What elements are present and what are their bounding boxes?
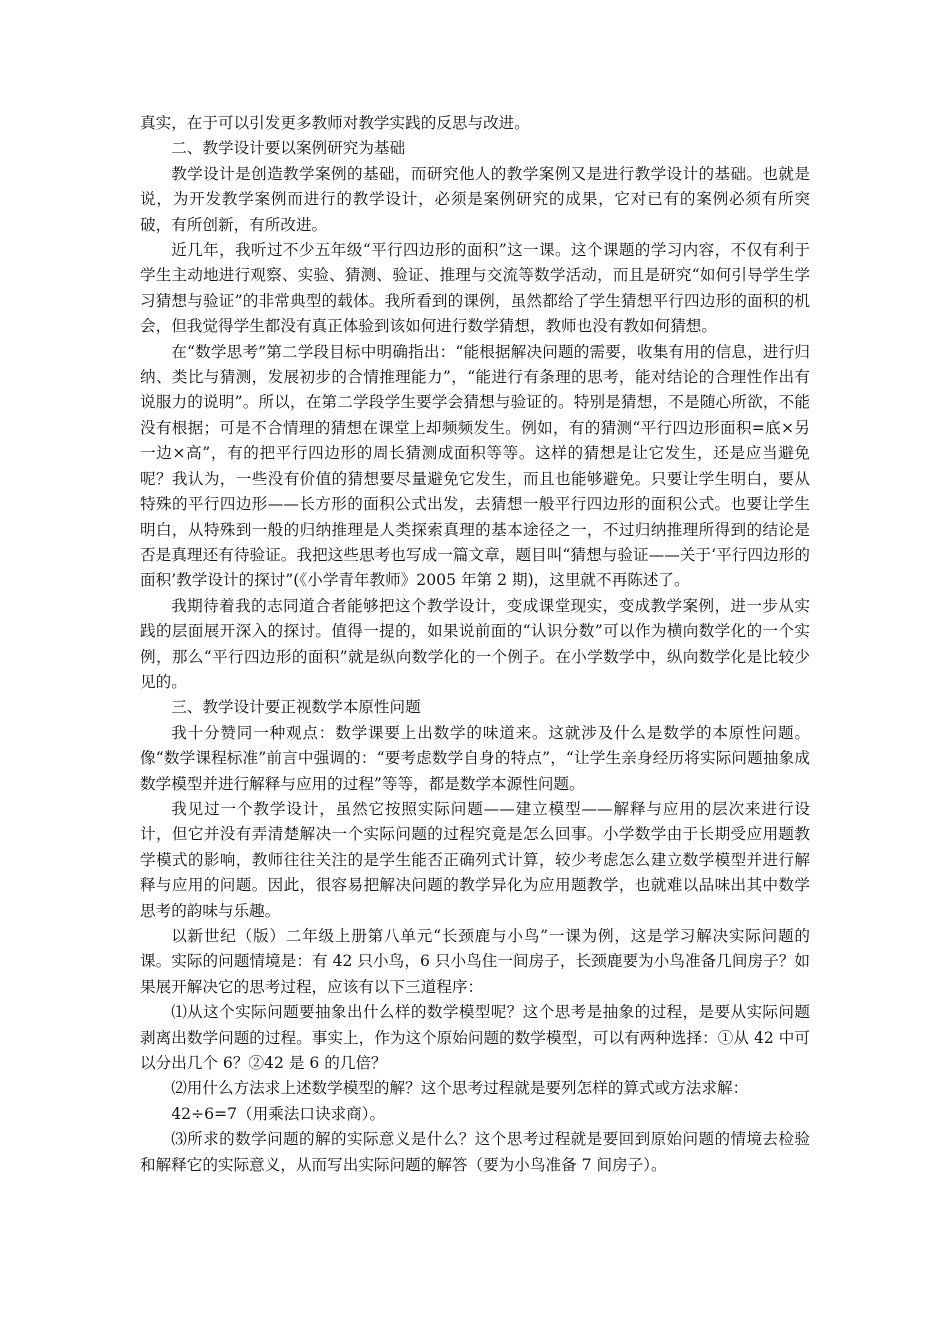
paragraph: 我期待着我的志同道合者能够把这个教学设计，变成课堂现实，变成教学案例，进一步从实践的层面展开深入的探讨。值得一提的，如果说前面的“认识分数”可以作为横向数学化的一个实例，那么“平行四边形的面积”就是纵向数学化的一个例子。在小学数学中，纵向数学化是比较少见的。 [140, 596, 810, 691]
paragraph: 我十分赞同一种观点：数学课要上出数学的味道来。这就涉及什么是数学的本原性问题。像“数学课程标准”前言中强调的：“要考虑数学自身的特点”，“让学生亲身经历将实际问题抽象成数学模型并进行解释与应用的过程”等等，都是数学本源性问题。 [140, 723, 810, 793]
paragraph-continuation: 真实，在于可以引发更多教师对教学实践的反思与改进。 [140, 114, 530, 132]
list-item-step-1: ⑴从这个实际问题要抽象出什么样的数学模型呢？这个思考是抽象的过程，是要从实际问题剥离出数学问题的过程。事实上，作为这个原始问题的数学模型，可以有两种选择：①从 42 中可以分出几个 6？②42 是 6 的几倍？ [140, 1003, 810, 1073]
paragraph: 我见过一个教学设计，虽然它按照实际问题——建立模型——解释与应用的层次来进行设计，但它并没有弄清楚解决一个实际问题的过程究竟是怎么回事。小学数学由于长期受应用题教学模式的影响，教师往往关注的是学生能否正确列式计算，较少考虑怎么建立数学模型并进行解释与应用的问题。因此，很容易把解决问题的教学异化为应用题教学，也就难以品味出其中数学思考的韵味与乐趣。 [140, 799, 810, 920]
section-heading-3: 三、教学设计要正视数学本原性问题 [171, 698, 421, 717]
paragraph: 在“数学思考”第二学段目标中明确指出：“能根据解决问题的需要，收集有用的信息，进行归纳、类比与猜测，发展初步的合情推理能力”，“能进行有条理的思考，能对结论的合理性作出有说服力的说明”。所以，在第二学段学生要学会猜想与验证的。特别是猜想，不是随心所欲，不能没有根据；可是不合情理的猜想在课堂上却频频发生。例如，有的猜测“平行四边形面积=底×另一边×高”，有的把平行四边形的周长猜测成面积等等。这样的猜想是让它发生，还是应当避免呢？我认为，一些没有价值的猜想要尽量避免它发生，而且也能够避免。只要让学生明白，要从特殊的平行四边形——长方形的面积公式出发，去猜想一般平行四边形的面积公式。也要让学生明白，从特殊到一般的归纳推理是人类探索真理的基本途径之一，不过归纳推理所得到的结论是否是真理还有待验证。我把这些思考也写成一篇文章，题目叫“猜想与验证——关于‘平行四边形的面积’教学设计的探讨”(《小学青年教师》2005 年第 2 期)，这里就不再陈述了。 [140, 342, 810, 590]
paragraph: 教学设计是创造教学案例的基础，而研究他人的教学案例又是进行教学设计的基础。也就是说，为开发教学案例而进行的教学设计，必须是案例研究的成果，它对已有的案例必须有所突破，有所创新，有所改进。 [140, 164, 810, 234]
equation-line: 42÷6=7（用乘法口诀求商）。 [171, 1104, 386, 1123]
paragraph: 以新世纪（版）二年级上册第八单元“长颈鹿与小鸟”一课为例，这是学习解决实际问题的课。实际的问题情境是：有 42 只小鸟，6 只小鸟住一间房子，长颈鹿要为小鸟准备几间房子？如果展开解决它的思考过程，应该有以下三道程序： [140, 927, 810, 996]
section-heading-2: 二、教学设计要以案例研究为基础 [171, 139, 406, 158]
document-body [140, 111, 810, 1178]
list-item-step-3: ⑶所求的数学问题的解的实际意义是什么？这个思考过程就是要回到原始问题的情境去检验和解释它的实际意义，从而写出实际问题的解答（要为小鸟准备 7 间房子）。 [140, 1130, 810, 1174]
paragraph: 近几年，我听过不少五年级“平行四边形的面积”这一课。这个课题的学习内容，不仅有利于学生主动地进行观察、实验、猜测、验证、推理与交流等数学活动，而且是研究“如何引导学生学习猜想与验证”的非常典型的载体。我所看到的课例，虽然都给了学生猜想平行四边形的面积的机会，但我觉得学生都没有真正体验到该如何进行数学猜想，教师也没有教如何猜想。 [140, 241, 810, 336]
list-item-step-2: ⑵用什么方法求上述数学模型的解？这个思考过程就是要列怎样的算式或方法求解： [171, 1079, 749, 1098]
